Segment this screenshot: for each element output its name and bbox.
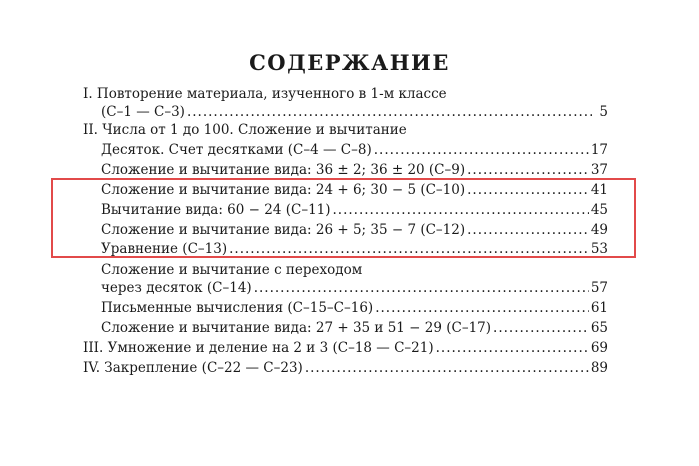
- toc-entry-text: через десяток (С–14): [101, 280, 252, 296]
- toc-entry-page: 65: [590, 320, 608, 336]
- toc-entry: [101, 160, 608, 180]
- toc-entry-text: Вычитание вида: 60 − 24 (С–11): [101, 202, 331, 218]
- dot-leader: [436, 338, 589, 358]
- toc-entry-text: Уравнение (С–13): [101, 241, 228, 257]
- toc-entry: [101, 318, 608, 338]
- toc-entry: [101, 260, 608, 280]
- toc-entry-text: (С–1 — С–3): [101, 104, 185, 120]
- dot-leader: [374, 140, 589, 160]
- toc-entry-text: Сложение и вычитание вида: 36 ± 2; 36 ± 20 (С–9): [101, 162, 466, 178]
- dot-leader: [187, 102, 592, 122]
- toc-entry-page: 41: [590, 182, 608, 198]
- dot-leader: [467, 160, 589, 180]
- toc-entry-page: 69: [590, 340, 608, 356]
- toc-entry: [101, 220, 608, 240]
- toc-entry-page: 61: [590, 300, 608, 316]
- toc-entry: [101, 180, 608, 200]
- toc-entry: [101, 102, 608, 122]
- toc-entry-page: 17: [590, 142, 608, 158]
- toc-entry: [101, 140, 608, 160]
- toc-entry: [101, 278, 608, 298]
- toc-entry-page: 53: [590, 241, 608, 257]
- toc-entry: [101, 239, 608, 259]
- toc-entry: [101, 200, 608, 220]
- toc-entry-text: II. Числа от 1 до 100. Сложение и вычитание: [83, 122, 407, 138]
- toc-entry: [101, 298, 608, 318]
- dot-leader: [254, 278, 589, 298]
- toc-entry-page: 37: [590, 162, 608, 178]
- toc-entry-text: IV. Закрепление (С–22 — С–23): [83, 360, 303, 376]
- toc-entry-text: Сложение и вычитание вида: 24 + 6; 30 − 5 (С–10): [101, 182, 466, 198]
- dot-leader: [467, 180, 589, 200]
- page-title: СОДЕРЖАНИЕ: [249, 50, 450, 75]
- toc-entry-page: 5: [599, 104, 608, 120]
- toc-entry-section-4: [83, 358, 608, 378]
- toc-entry-text: I. Повторение материала, изученного в 1-м классе: [83, 86, 447, 102]
- dot-leader: [493, 318, 589, 338]
- toc-entry-text: Сложение и вычитание вида: 26 + 5; 35 − 7 (С–12): [101, 222, 466, 238]
- toc-entry-text: Письменные вычисления (С–15–С–16): [101, 300, 374, 316]
- toc-entry-text: Сложение и вычитание вида: 27 + 35 и 51 − 29 (С–17): [101, 320, 492, 336]
- toc-entry-page: 49: [590, 222, 608, 238]
- dot-leader: [467, 220, 589, 240]
- toc-entry-section-1: [83, 84, 608, 104]
- toc-entry-text: III. Умножение и деление на 2 и 3 (С–18 — С–21): [83, 340, 434, 356]
- toc-entry-section-3: [83, 338, 608, 358]
- toc-entry-page: 89: [590, 360, 608, 376]
- dot-leader: [375, 298, 589, 318]
- toc-entry-section-2: [83, 120, 608, 140]
- toc-entry-text: Десяток. Счет десятками (С–4 — С–8): [101, 142, 372, 158]
- toc-entry-text: Сложение и вычитание с переходом: [101, 262, 363, 278]
- toc-entry-page: 57: [590, 280, 608, 296]
- dot-leader: [333, 200, 589, 220]
- dot-leader: [229, 239, 589, 259]
- toc-entry-page: 45: [590, 202, 608, 218]
- dot-leader: [305, 358, 589, 378]
